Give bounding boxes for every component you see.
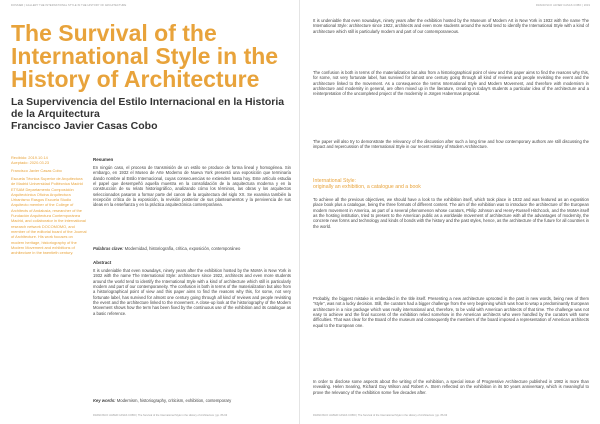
right-paragraph-6: In order to disclose some aspects about the writing of the exhibition, a special issue of Progressive Architecture published in 1982 is more than revealing. Helen Searing, Richard Guy Wilson and Robert A. Stern reflected on the exhibition in its 50 years anniversary, which is meaningful to prove the relevancy of the exhibition some five decades after. <box>313 379 589 395</box>
resumen-keywords-label: Palabras clave: <box>93 246 124 251</box>
abstract-heading: Abstract <box>93 260 112 265</box>
article-title: The Survival of the International Style in the History of Architecture <box>11 20 279 92</box>
resumen-heading: Resumen <box>93 157 114 162</box>
running-header-left: DOSSIER | GALLERY THE INTERNATIONAL STYLE IN THE HISTORY OF ARCHITECTURE <box>11 4 127 7</box>
right-paragraph-5: Probably, the biggest mistake is embedded in the title itself. Presenting a new architecture uprooted in the past in new words, being new of them "style", was not a lucky decision. Still, the curators had a bigger challenge from the very beginning which was how to wrap a predominantly European architecture in a nice package which was really international and, therefore, to be valid with American architects of that time. The challenge was not easy to achieve and the final success of the exhibition relied somehow in the American architects who were handled by the curators with some difficulties. That was clear for the Board of the museum and consequently the members of the board imposed a representation of American architects equal to the European one. <box>313 296 589 328</box>
right-paragraph-2: The confusion is both in terms of the materialization but also from a historiographical point of view and this paper aims to find the reasons why this, for some, not very fortunate label, has survived for almost one century going through all kind of reviews and people revisiting the event and the architecture linked to the movement. As a consequence the terms International Style and Modern Movement, and therefore with modernism in architecture and modernity in general, are often mixed up in the literature, creating in today's students a particular idea of the architecture and a reinterpretation of the uncompleted project of the modernity in Jürgen Habermas proposal. <box>313 70 589 97</box>
abstract-keywords <box>93 398 291 403</box>
resumen-text: En ningún caso, el proceso de transmisión de un estilo se produce de forma lineal y homogénea. Sin embargo, en 1932 el Museo de Arte Moderno de Nueva York presentó una exposición que terminaría dando nombre al Estilo Internacional, cuyas consecuencias se extienden hasta hoy. Este artículo estudia el papel que desempeñó aquella muestra en la consolidación de la arquitectura moderna y en la construcción de su relato historiográfico, analizando cómo los términos, las obras y los arquitectos seleccionados pasaron a formar parte del canon de la arquitectura del siglo XX. Se examina también la recepción crítica de la exposición, la revisión posterior de sus planteamientos y la pervivencia de sus ideas en la enseñanza y en la práctica arquitectónica contemporánea. <box>93 165 291 208</box>
resumen-keywords <box>93 246 291 251</box>
footer-right: FRANCISCO JAVIER CASAS COBO | The Survival of the International Style in the History of Architecture | pp. 86-93 <box>313 414 448 417</box>
sidebar-author-name: Francisco Javier Casas Cobo <box>11 168 62 173</box>
abstract-keywords-text: Modernism, historiography, criticism, exhibition, contemporary <box>116 398 232 403</box>
author-bio: Escuela Técnica Superior de Arquitectura de Madrid Universidad Politécnica Madrid ETSAM Departamento Composición Arquitectónica Oficina Arquitectura Urbanismo Rasgos Escuela Studio Arquitecto member of the College of Architects of Andalusia, researcher of the Fundación Arquitectura Contemporánea Madrid, and collaborator in the international research network DOCOMOMO, and member of the editorial board of the Journal of Architecture. His work focuses on modern heritage, historiography of the Modern Movement and exhibitions of architecture in the twentieth century. <box>11 176 87 256</box>
running-header-right: FRANCISCO JAVIER CASAS COBO | 2019 <box>535 4 590 7</box>
resumen-keywords-text: Modernidad, historiografía, crítica, exposición, contemporáneo <box>124 246 241 251</box>
abstract-keywords-label: Key words: <box>93 398 116 403</box>
right-paragraph-3: The paper will also try to demonstrate the relevancy of the discussion after such a long time and how contemporary authors are still discussing the impact and repercussion of the International Style in our recent History of Modern Architecture. <box>313 139 589 150</box>
received-dates: Recibido: 2019.10.14 Aceptado: 2020.03.23 <box>11 155 50 166</box>
abstract-text: It is undeniable that even nowadays, ninety years after the exhibition hosted by the MoMA in New York in 1932 with the name The International Style: architecture since 1922, architects and even more students around the world tend to identify the International Style with a kind of architecture which still is particularly modern and part of our contemporaneity. The confusion is both in terms of the materialization but also from a historiographical point of view and this paper aims to find the reasons why this, for some, not very fortunate label, has survived for almost one century going through all kind of reviews and people revisiting the event and the architecture linked to the movement. A close-up look at the historiography of the Modern Movement shows how the term has been fixed by the continuous use of the exhibition and its catalogue as a basic reference. <box>93 268 291 316</box>
article-author: Francisco Javier Casas Cobo <box>11 120 158 132</box>
right-paragraph-4: To achieve all the previous objectives, we should have a look to the exhibition itself, which took place in 1932 and was featured as an exposition place book plus a catalogue, being the three formats of different content. The aim of the exhibition was to introduce the architecture of the European modern movement in America, as part of a several phenomenon whose curators, Philip Johnson and Henry-Russell Hitchcock, and the MoMA itself as the hosting institution, tried to present to the American public as a worldwide movement of architecture with all the advantages of modernity, the concrete new forms and technology and kinds of bonds with the history and the past styles, hence, as the architecture of the future for all countries in the world. <box>313 197 589 229</box>
footer-left: FRANCISCO JAVIER CASAS COBO | The Survival of the International Style in the History of Architecture | pp. 86-93 <box>93 414 228 417</box>
article-subtitle: La Supervivencia del Estilo Internacional en la Historia de la Arquitectura <box>11 96 285 120</box>
section-heading-international-style: International Style: originally an exhibition, a catalogue and a book <box>313 178 421 191</box>
page-gutter <box>299 0 300 424</box>
right-paragraph-1: It is undeniable that even nowadays, ninety years after the exhibition hosted by the Museum of Modern Art in New York in 1932 with the name The International Style: architecture since 1922, architects and even more students around the world tend to identify the International Style with a kind of architecture which still is particularly modern and part of our contemporaneous. <box>313 18 589 34</box>
